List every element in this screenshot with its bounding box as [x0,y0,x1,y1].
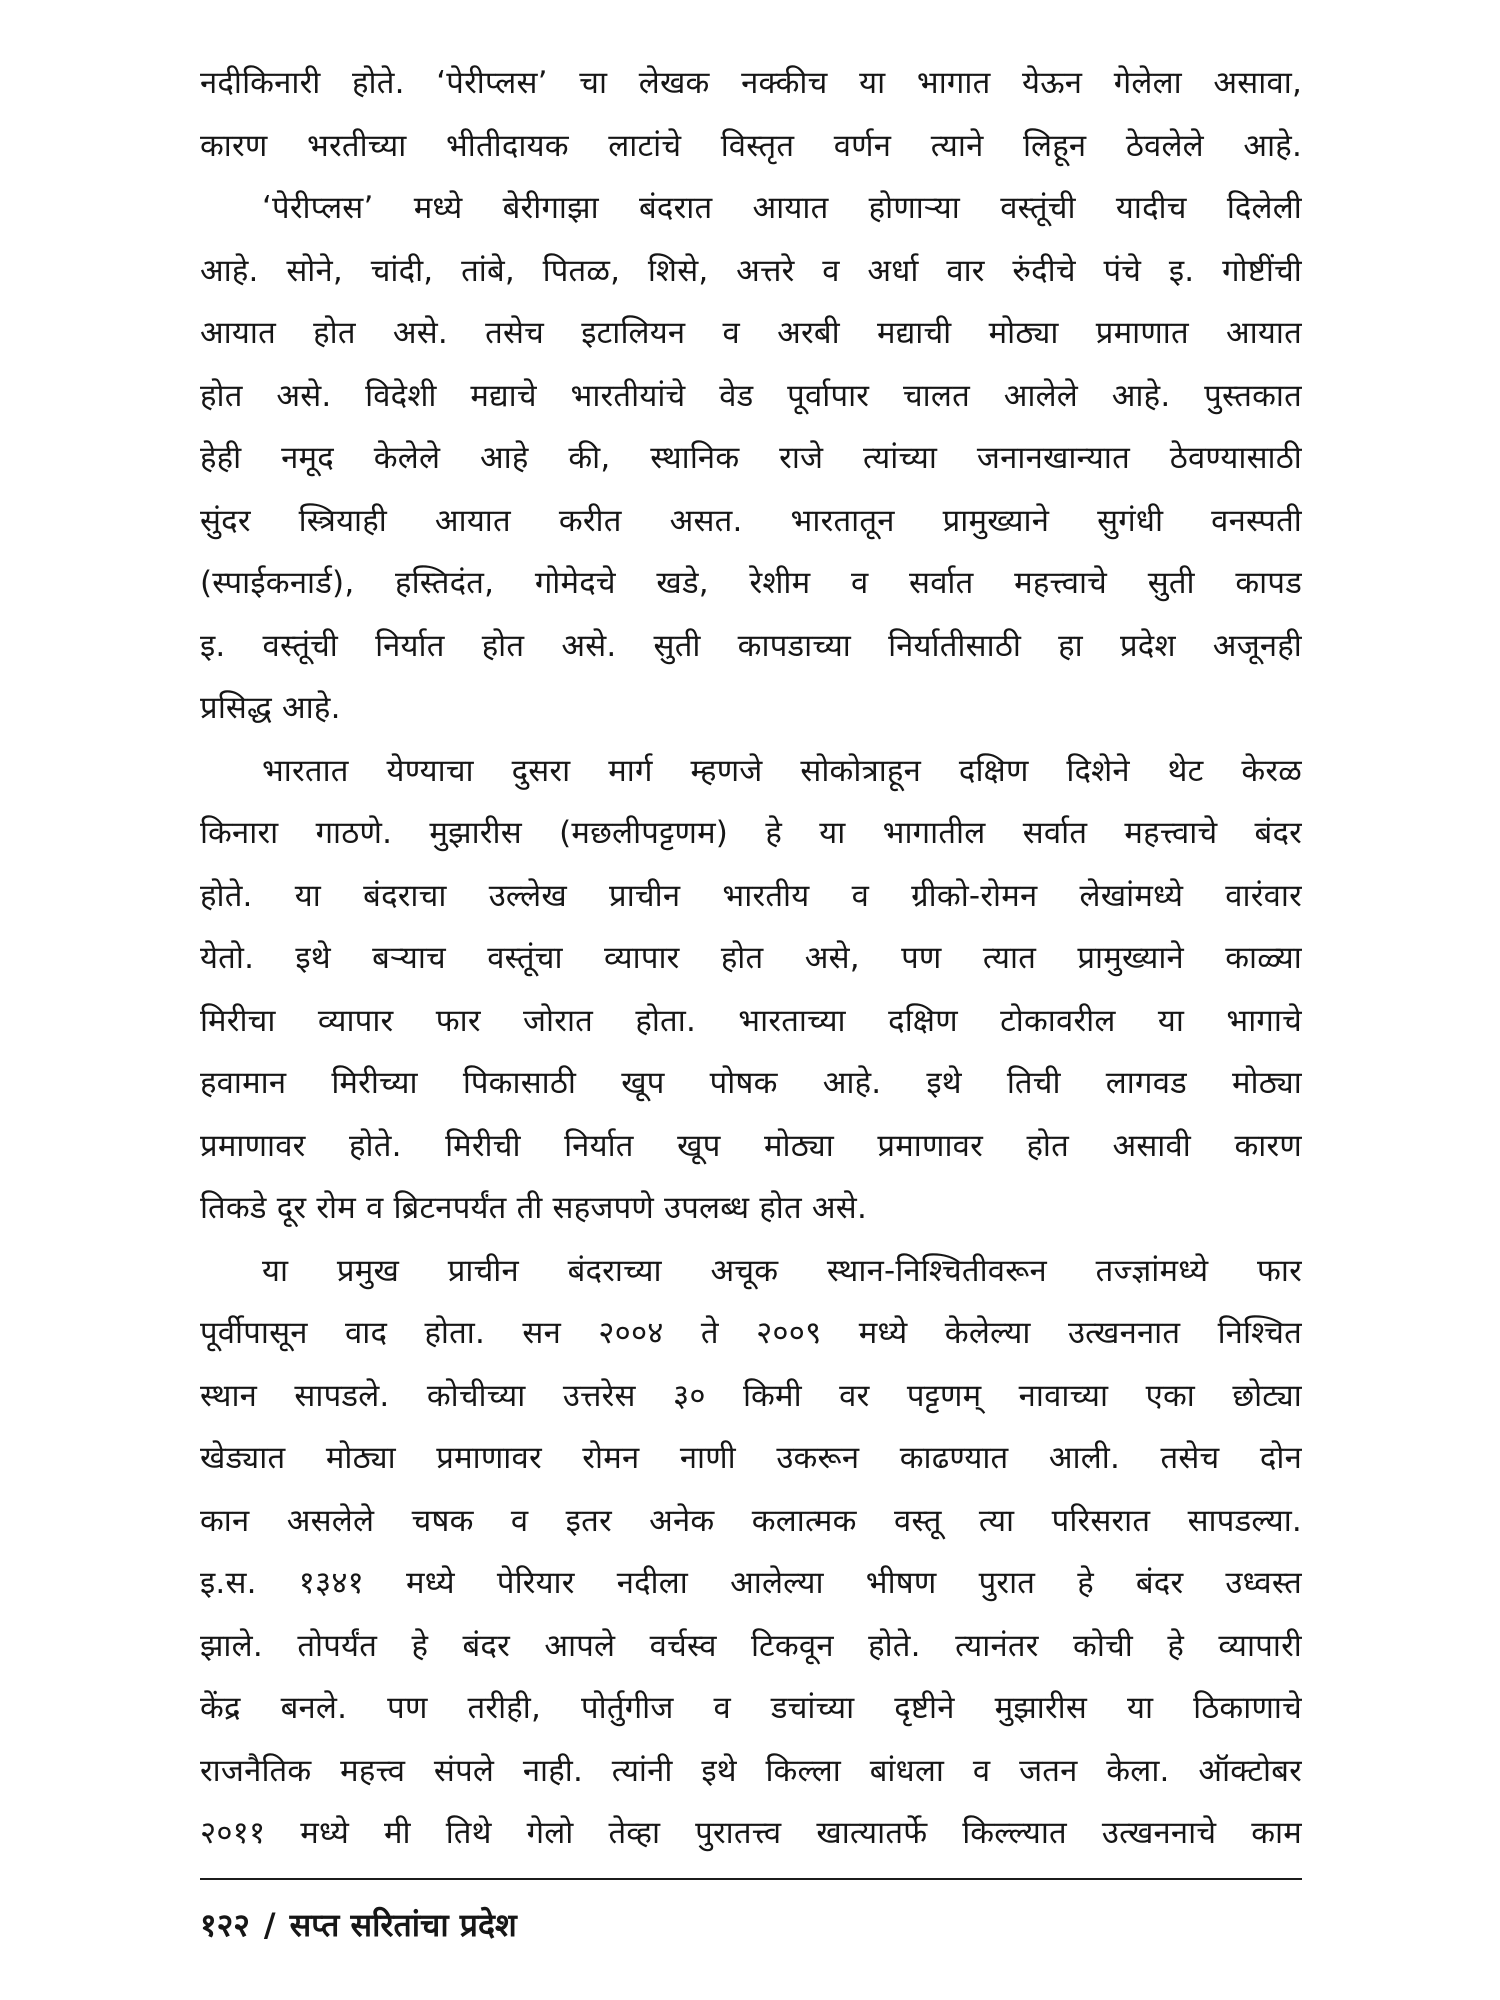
book-title: सप्त सरितांचा प्रदेश [289,1906,517,1944]
paragraph-end-line: प्रसिद्ध आहे. [200,690,341,726]
page-number: १२२ [200,1906,250,1944]
text-line: २०११ मध्ये मी तिथे गेलो तेव्हा पुरातत्त्व खात्यातर्फे किल्ल्यात उत्खननाचे काम [200,1815,1302,1851]
page-footer [200,1900,517,1950]
text-line: हेही नमूद केलेले आहे की, स्थानिक राजे त्यांच्या जनानखान्यात ठेवण्यासाठी [200,440,1302,476]
text-line: किनारा गाठणे. मुझारीस (मछलीपट्टणम) हे या भागातील सर्वात महत्त्वाचे बंदर [200,815,1302,851]
text-line: खेड्यात मोठ्या प्रमाणावर रोमन नाणी उकरून काढण्यात आली. तसेच दोन [200,1440,1302,1476]
text-line: होते. या बंदराचा उल्लेख प्राचीन भारतीय व ग्रीको-रोमन लेखांमध्ये वारंवार [200,877,1302,914]
text-line: हवामान मिरीच्या पिकासाठी खूप पोषक आहे. इथे तिची लागवड मोठ्या [200,1065,1302,1101]
text-line: राजनैतिक महत्त्व संपले नाही. त्यांनी इथे किल्ला बांधला व जतन केला. ऑक्टोबर [200,1752,1302,1789]
text-line: स्थान सापडले. कोचीच्या उत्तरेस ३० किमी वर पट्टणम् नावाच्या एका छोट्या [200,1377,1302,1414]
text-line: सुंदर स्त्रियाही आयात करीत असत. भारतातून प्रामुख्याने सुगंधी वनस्पती [200,502,1302,539]
text-line: केंद्र बनले. पण तरीही, पोर्तुगीज व डचांच्या दृष्टीने मुझारीस या ठिकाणाचे [200,1690,1302,1726]
text-line: आहे. सोने, चांदी, तांबे, पितळ, शिसे, अत्तरे व अर्धा वार रुंदीचे पंचे इ. गोष्टींची [200,252,1302,289]
paragraph-end-line: तिकडे दूर रोम व ब्रिटनपर्यंत ती सहजपणे उपलब्ध होत असे. [200,1190,868,1226]
text-line: इ. वस्तूंची निर्यात होत असे. सुती कापडाच्या निर्यातीसाठी हा प्रदेश अजूनही [200,627,1302,664]
footer-separator: / [263,1906,276,1944]
body-text [200,52,1302,1865]
footer-rule [200,1878,1302,1880]
text-line: येतो. इथे बऱ्याच वस्तूंचा व्यापार होत असे, पण त्यात प्रामुख्याने काळ्या [200,940,1302,976]
text-line: इ.स. १३४१ मध्ये पेरियार नदीला आलेल्या भीषण पुरात हे बंदर उध्वस्त [200,1565,1302,1601]
text-line: होत असे. विदेशी मद्याचे भारतीयांचे वेड पूर्वापार चालत आलेले आहे. पुस्तकात [200,377,1302,414]
text-line: झाले. तोपर्यंत हे बंदर आपले वर्चस्व टिकवून होते. त्यानंतर कोची हे व्यापारी [200,1627,1302,1664]
text-line: कारण भरतीच्या भीतीदायक लाटांचे विस्तृत वर्णन त्याने लिहून ठेवलेले आहे. [200,127,1302,164]
text-line: (स्पाईकनार्ड), हस्तिदंत, गोमेदचे खडे, रेशीम व सर्वात महत्त्वाचे सुती कापड [200,565,1302,601]
paragraph-start-line: ‘पेरीप्लस’ मध्ये बेरीगाझा बंदरात आयात होणाऱ्या वस्तूंची यादीच दिलेली [262,190,1302,226]
text-line: आयात होत असे. तसेच इटालियन व अरबी मद्याची मोठ्या प्रमाणात आयात [200,315,1302,351]
text-line: नदीकिनारी होते. ‘पेरीप्लस’ चा लेखक नक्कीच या भागात येऊन गेलेला असावा, [200,65,1302,101]
paragraph-start-line: या प्रमुख प्राचीन बंदराच्या अचूक स्थान-निश्चितीवरून तज्ज्ञांमध्ये फार [262,1252,1302,1289]
paragraph-start-line: भारतात येण्याचा दुसरा मार्ग म्हणजे सोकोत्राहून दक्षिण दिशेने थेट केरळ [262,752,1302,789]
text-line: पूर्वीपासून वाद होता. सन २००४ ते २००९ मध्ये केलेल्या उत्खननात निश्चित [200,1315,1302,1351]
text-line: मिरीचा व्यापार फार जोरात होता. भारताच्या दक्षिण टोकावरील या भागाचे [200,1002,1302,1039]
text-line: कान असलेले चषक व इतर अनेक कलात्मक वस्तू त्या परिसरात सापडल्या. [200,1502,1302,1539]
text-line: प्रमाणावर होते. मिरीची निर्यात खूप मोठ्या प्रमाणावर होत असावी कारण [200,1127,1302,1164]
